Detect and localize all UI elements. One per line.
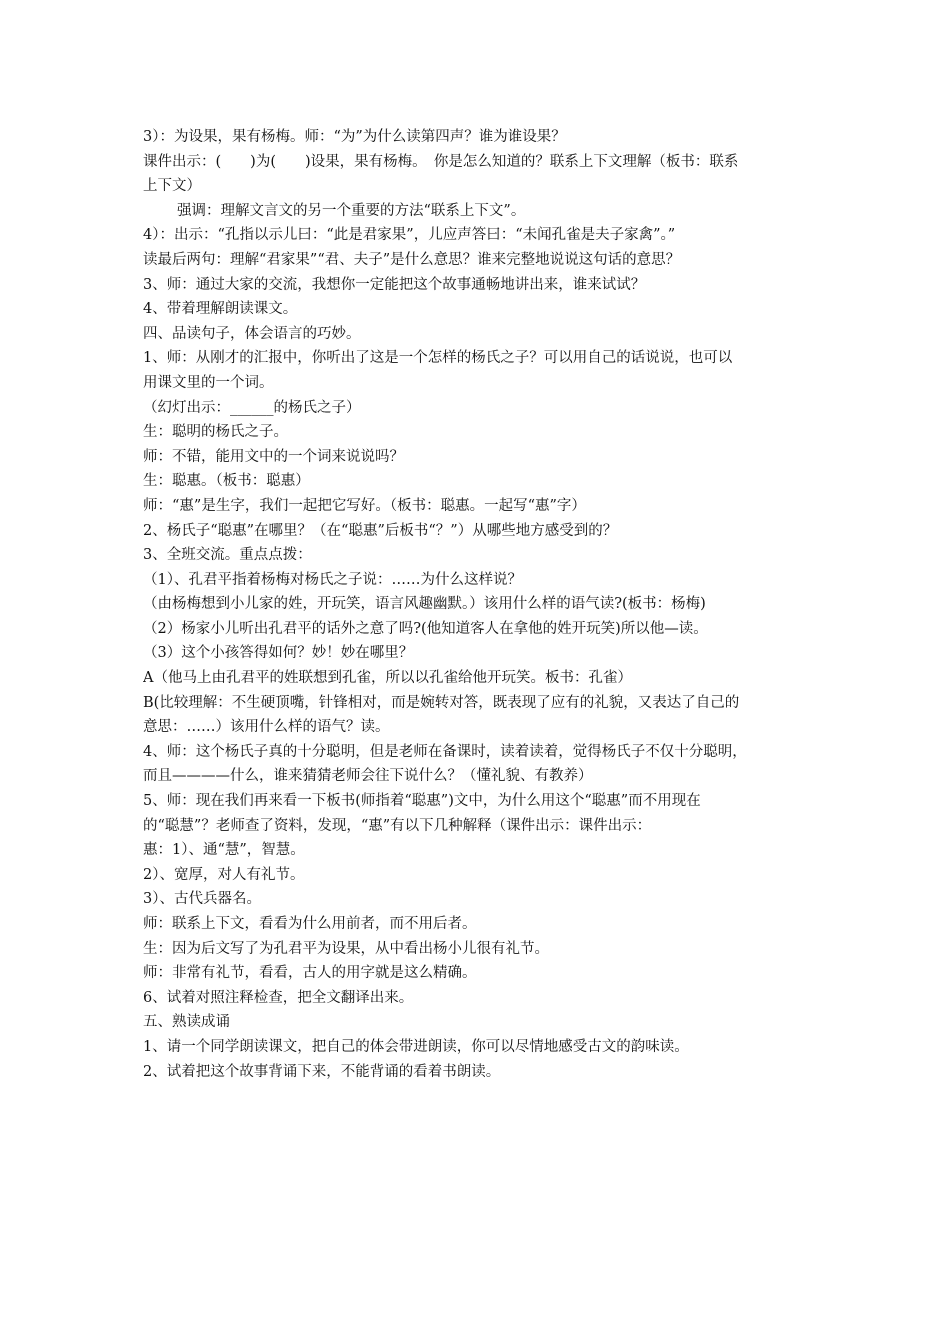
text-line: 生：聪明的杨氏之子。 — [143, 424, 288, 441]
text-line: （由杨梅想到小儿家的姓，开玩笑，语言风趣幽默。）该用什么样的语气读?(板书：杨梅) — [143, 596, 706, 613]
text-line: 师：联系上下文，看看为什么用前者，而不用后者。 — [143, 916, 477, 932]
text-line: 而且————什么，谁来猜猜老师会往下说什么？（懂礼貌、有教养） — [143, 768, 593, 785]
text-line: 5、师：现在我们再来看一下板书(师指着“聪惠”)文中，为什么用这个“聪惠”而不用现在 — [143, 793, 701, 810]
text-line: 生：因为后文写了为孔君平为设果，从中看出杨小儿很有礼节。 — [143, 940, 549, 957]
text-line: 4）：出示：“孔指以示儿曰：“此是君家果”，儿应声答曰：“未闻孔雀是夫子家禽”。” — [143, 227, 676, 244]
text-line: （幻灯出示：______的杨氏之子） — [143, 399, 361, 416]
text-line: 3）：为设果，果有杨梅。师：“为”为什么读第四声？谁为谁设果？ — [143, 129, 566, 145]
text-line: 读最后两句：理解“君家果”“君、夫子”是什么意思？谁来完整地说说这句话的意思？ — [143, 251, 681, 268]
text-line: 生：聪惠。（板书：聪惠） — [143, 473, 310, 490]
text-line: 上下文） — [143, 178, 201, 195]
text-line: 的“聪慧”？老师查了资料，发现，“惠”有以下几种解释（课件出示：课件出示： — [143, 817, 652, 834]
text-line: （1）、孔君平指着杨梅对杨氏之子说：……为什么这样说？ — [143, 571, 522, 588]
text-line: （3）这个小孩答得如何？妙！妙在哪里？ — [143, 645, 414, 662]
text-line: A（他马上由孔君平的姓联想到孔雀，所以以孔雀给他开玩笑。板书：孔雀） — [143, 670, 632, 687]
text-line: 师：不错，能用文中的一个词来说说吗？ — [143, 448, 404, 465]
section-heading: 四、品读句子，体会语言的巧妙。 — [143, 325, 361, 342]
text-line: 师：“惠”是生字，我们一起把它写好。（板书：聪惠。一起写“惠”字） — [143, 497, 586, 514]
text-line: 意思：……）该用什么样的语气？读。 — [143, 719, 390, 736]
section-heading: 五、熟读成诵 — [143, 1014, 230, 1031]
text-line: B(比较理解：不生硬顶嘴，针锋相对，而是婉转对答，既表现了应有的礼貌，又表达了自己的 — [143, 694, 740, 711]
text-line: 2、杨氏子“聪惠”在哪里？（在“聪惠”后板书“？”）从哪些地方感受到的？ — [143, 522, 618, 539]
text-line: 2）、宽厚，对人有礼节。 — [143, 866, 305, 883]
text-line: 2、试着把这个故事背诵下来，不能背诵的看着书朗读。 — [143, 1063, 501, 1080]
text-line: 用课文里的一个词。 — [143, 374, 274, 391]
text-line: 3、师：通过大家的交流，我想你一定能把这个故事通畅地讲出来，谁来试试？ — [143, 276, 646, 293]
text-line: 1、请一个同学朗读课文，把自己的体会带进朗读，你可以尽情地感受古文的韵味读。 — [143, 1038, 689, 1055]
text-line: 4、带着理解朗读课文。 — [143, 301, 298, 318]
text-line: 强调：理解文言文的另一个重要的方法“联系上下文”。 — [177, 202, 526, 219]
text-line: 惠：1）、通“慧”，智慧。 — [143, 842, 305, 859]
text-line: 3、全班交流。重点点拨： — [143, 547, 312, 564]
text-line: （2）杨家小儿听出孔君平的话外之意了吗?(他知道客人在拿他的姓开玩笑)所以他—读。 — [143, 620, 708, 637]
text-line: 4、师：这个杨氏子真的十分聪明，但是老师在备课时，读着读着，觉得杨氏子不仅十分聪明， — [143, 743, 747, 760]
document-body — [143, 125, 813, 1084]
text-line: 6、试着对照注释检查，把全文翻译出来。 — [143, 989, 414, 1006]
text-line: 1、师：从刚才的汇报中，你听出了这是一个怎样的杨氏之子？可以用自己的话说说，也可以 — [143, 350, 733, 367]
text-line: 师：非常有礼节，看看，古人的用字就是这么精确。 — [143, 965, 477, 982]
text-line: 3）、古代兵器名。 — [143, 891, 261, 908]
text-line: 课件出示：( )为( )设果，果有杨梅。 你是怎么知道的？联系上下文理解（板书：联系 — [143, 153, 739, 170]
